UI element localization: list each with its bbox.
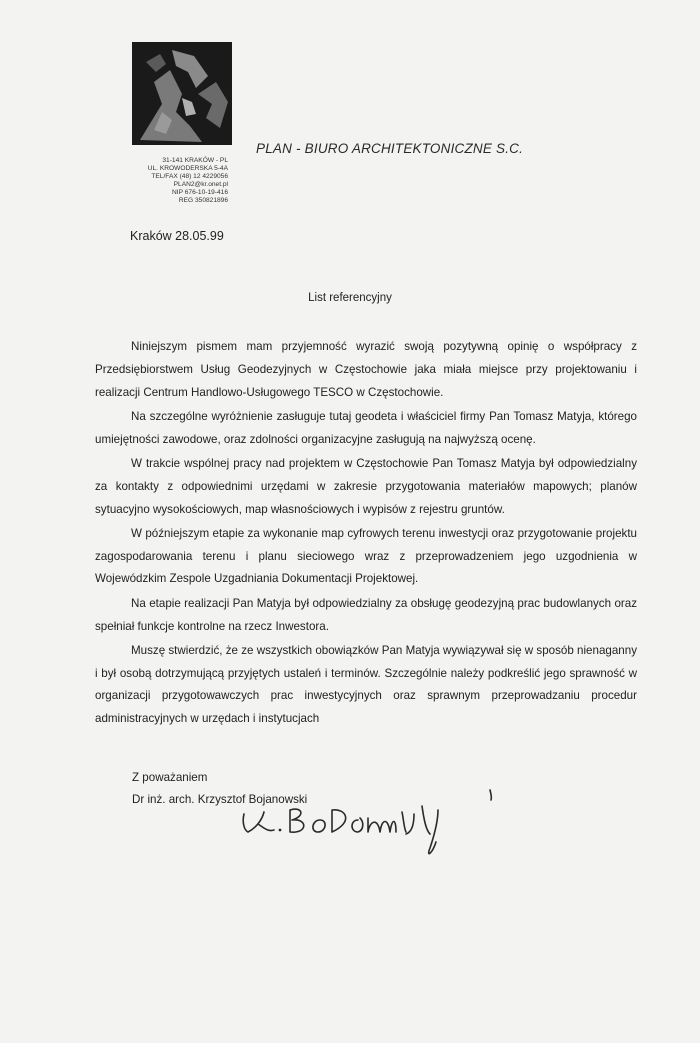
closing-salutation: Z poważaniem	[132, 771, 208, 784]
company-address	[148, 157, 228, 204]
address-line: PLAN2@kr.onet.pl	[173, 180, 228, 188]
handwritten-signature	[236, 788, 506, 860]
body-paragraph: W trakcie wspólnej pracy nad projektem w Częstochowie Pan Tomasz Matyja był odpowiedzialny za kontakty z odpowiednimi urzędami w zakresie przygotowania materiałów mapowych; planów sytuacyjno wysokościowych, map własnościowych i wypisów z rejestru gruntów.	[95, 456, 637, 516]
company-logo	[132, 42, 232, 145]
body-paragraph: W późniejszym etapie za wykonanie map cyfrowych terenu inwestycji oraz przygotowanie projektu zagospodarowania terenu i planu sieciowego wraz z przeprowadzeniem jego uzgodnienia w Wojewódzkim Zespole Uzgadniania Dokumentacji Projektowej.	[95, 526, 637, 586]
body-paragraph: Na szczególne wyróżnienie zasługuje tutaj geodeta i właściciel firmy Pan Tomasz Matyja, którego umiejętności zawodowe, oraz zdolności organizacyjne zasługują na najwyższą ocenę.	[95, 409, 637, 446]
letter-subject: List referencyjny	[308, 292, 392, 304]
address-line: TEL/FAX (48) 12 4229056	[151, 172, 228, 180]
body-paragraph: Muszę stwierdzić, że ze wszystkich obowiązków Pan Matyja wywiązywał się w sposób nienaganny i był osobą dotrzymującą przyjętych ustaleń i terminów. Szczególnie należy podkreślić jego sprawność w organizacji przygotowawczych prac inwestycyjnych oraz sprawnym przeprowadzaniu procedur administracyjnych w urzędach i instytucjach	[95, 643, 637, 726]
body-paragraph: Na etapie realizacji Pan Matyja był odpowiedzialny za obsługę geodezyjną prac budowlanych oraz spełniał funkcje kontrolne na rzecz Inwestora.	[95, 596, 637, 633]
body-paragraph: Niniejszym pismem mam przyjemność wyrazić swoją pozytywną opinię o współpracy z Przedsiębiorstwem Usług Geodezyjnych w Częstochowie jaka miała miejsce przy projektowaniu i realizacji Centrum Handlowo-Usługowego TESCO w Częstochowie.	[95, 340, 637, 399]
address-line: NIP 676-10-19-416	[172, 188, 228, 196]
address-line: 31-141 KRAKÓW - PL	[162, 157, 228, 164]
address-line: UL. KROWODERSKA 5-4A	[147, 164, 228, 172]
company-name: PLAN - BIURO ARCHITEKTONICZNE S.C.	[256, 141, 524, 156]
letter-body	[95, 336, 637, 733]
signer-name: Dr inż. arch. Krzysztof Bojanowski	[132, 793, 308, 806]
letter-date: Kraków 28.05.99	[130, 229, 224, 243]
address-line: REG 350821896	[178, 196, 228, 204]
